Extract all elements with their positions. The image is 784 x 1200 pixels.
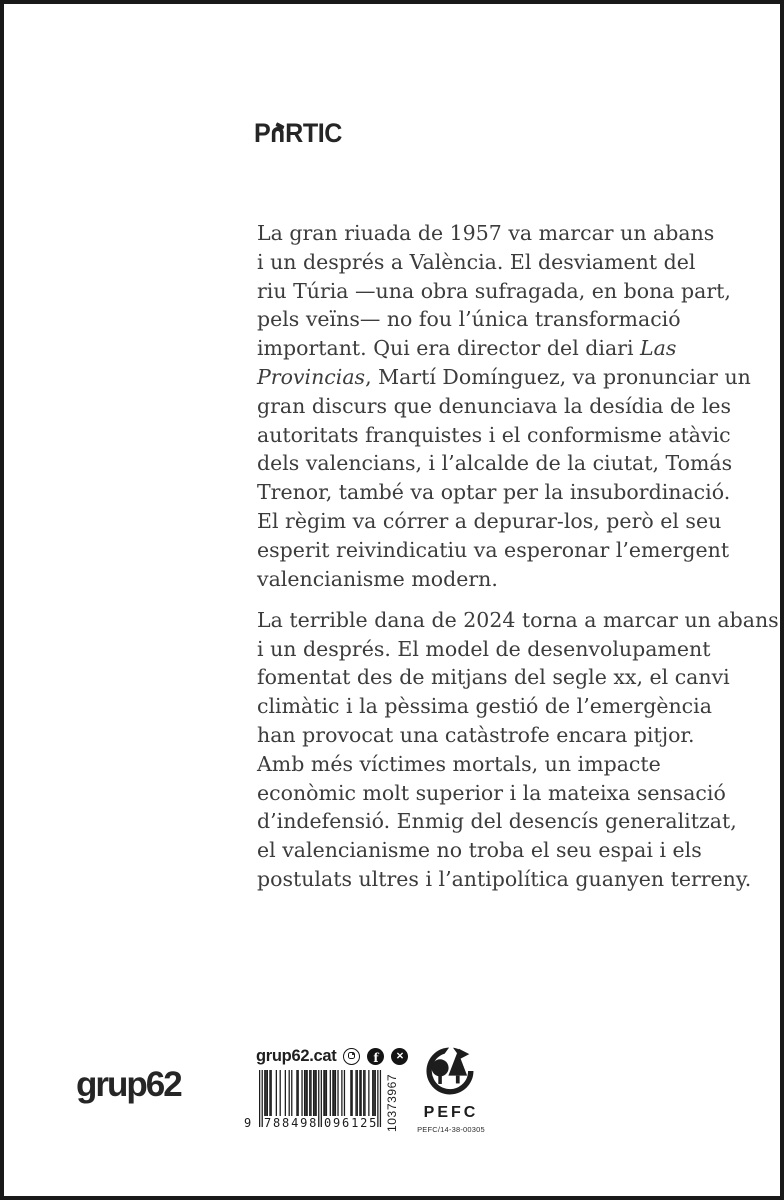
website-text: grup62.cat (256, 1046, 337, 1065)
internal-code-vertical (385, 1072, 400, 1134)
isbn-right-digits: 096125 (324, 1116, 379, 1130)
text-line: La gran riuada de 1957 va marcar un abans (257, 221, 715, 245)
internal-code-text: 10373967 (385, 1073, 399, 1133)
text-line: han provocat una catàstrofe encara pitjor. (257, 723, 695, 748)
text-line: i un després. El model de desenvolupament (257, 636, 711, 661)
publisher-logo-portic (254, 120, 342, 147)
pefc-certification (414, 1046, 488, 1134)
instagram-icon (343, 1048, 360, 1065)
text-line: postulats ultres i l’antipolítica guanyen terreny. (257, 867, 752, 892)
text-line: autoritats franquistes i el conformisme atàvic (257, 422, 731, 447)
back-cover-blurb (257, 219, 779, 894)
text-line: Trenor, també va optar per la insubordinació. (257, 480, 731, 505)
logo-o-grave-arch-glyph (272, 127, 284, 142)
isbn-left-digits: 788498 (264, 1116, 319, 1130)
text-line: d’indefensió. Enmig del desencís generalitzat, (257, 809, 737, 834)
text-line: i un després a València. El desviament del (257, 249, 696, 274)
text-line: esperit reivindicatiu va esperonar l’emergent (257, 537, 730, 562)
text-line: climàtic i la pèssima gestió de l’emergència (257, 694, 712, 719)
grave-accent-icon (276, 122, 285, 129)
website-row (256, 1047, 408, 1065)
text-line: valencianisme modern. (257, 566, 498, 591)
isbn-barcode (244, 1070, 384, 1132)
logo-letters-rtic: RTIC (285, 118, 342, 148)
text-line: pels veïns— no fou l’única transformació (257, 307, 681, 332)
text-line: gran discurs que denunciava la desídia de les (257, 393, 732, 418)
text-line: Provincias, Martí Domínguez, va pronunciar un (257, 364, 751, 389)
text-line: econòmic molt superior i la mateixa sensació (257, 780, 726, 805)
text-line: important. Qui era director del diari Las (257, 336, 677, 361)
pefc-label: PEFC (423, 1104, 479, 1121)
isbn-prefix-digit: 9 (244, 1116, 252, 1130)
x-twitter-icon: ✕ (391, 1048, 408, 1065)
text-line: Amb més víctimes mortals, un impacte (257, 751, 661, 776)
text-line: el valencianisme no troba el seu espai i els (257, 838, 702, 863)
paragraph (257, 606, 779, 894)
camera-glyph (348, 1052, 355, 1059)
text-line: dels valencians, i l’alcalde de la ciutat, Tomás (257, 451, 733, 476)
text-line: fomentat des de mitjans del segle xx, el canvi (257, 665, 730, 690)
logo-letter-p: P (254, 118, 271, 148)
text-line: La terrible dana de 2024 torna a marcar un abans (257, 607, 779, 632)
pefc-license-number: PEFC/14-38-00305 (417, 1125, 485, 1134)
text-line: El règim va córrer a depurar-los, però el seu (257, 508, 722, 533)
paragraph (257, 219, 751, 593)
grup62-logo: grup62 (76, 1065, 181, 1104)
text-line: riu Túria —una obra sufragada, en bona part, (257, 278, 731, 303)
pefc-logo-icon (420, 1046, 482, 1098)
facebook-icon: f (367, 1048, 384, 1065)
